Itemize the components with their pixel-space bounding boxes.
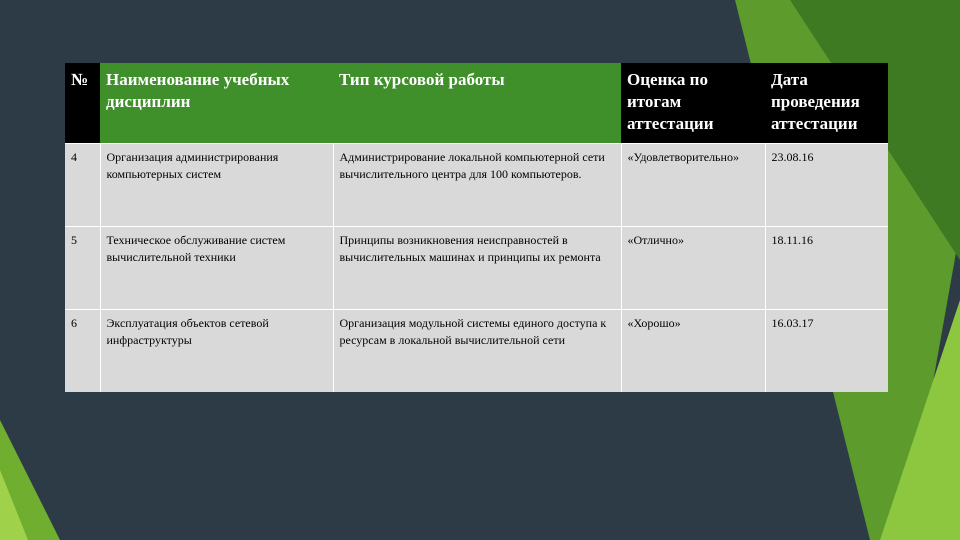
table-header-row <box>65 63 888 144</box>
header-discipline: Наименование учебных дисциплин <box>100 63 333 144</box>
table-row <box>65 227 888 310</box>
header-date: Дата проведения аттестации <box>765 63 888 144</box>
cell-discipline: Техническое обслуживание систем вычислительной техники <box>100 227 333 310</box>
table-row <box>65 310 888 392</box>
cell-grade: «Удовлетворительно» <box>621 144 765 227</box>
cell-grade: «Отлично» <box>621 227 765 310</box>
header-number: № <box>65 63 100 144</box>
cell-date: 23.08.16 <box>765 144 888 227</box>
table-row <box>65 144 888 227</box>
cell-date: 18.11.16 <box>765 227 888 310</box>
cell-coursework-type: Организация модульной системы единого доступа к ресурсам в локальной вычислительной сети <box>333 310 621 392</box>
cell-number: 4 <box>65 144 100 227</box>
cell-number: 5 <box>65 227 100 310</box>
header-coursework-type: Тип курсовой работы <box>333 63 621 144</box>
cell-coursework-type: Администрирование локальной компьютерной сети вычислительного центра для 100 компьютеров. <box>333 144 621 227</box>
cell-coursework-type: Принципы возникновения неисправностей в вычислительных машинах и принципы их ремонта <box>333 227 621 310</box>
cell-grade: «Хорошо» <box>621 310 765 392</box>
cell-discipline: Эксплуатация объектов сетевой инфраструктуры <box>100 310 333 392</box>
cell-number: 6 <box>65 310 100 392</box>
cell-date: 16.03.17 <box>765 310 888 392</box>
header-grade: Оценка по итогам аттестации <box>621 63 765 144</box>
grades-table-container <box>65 63 888 392</box>
grades-table <box>65 63 888 392</box>
cell-discipline: Организация администрирования компьютерных систем <box>100 144 333 227</box>
